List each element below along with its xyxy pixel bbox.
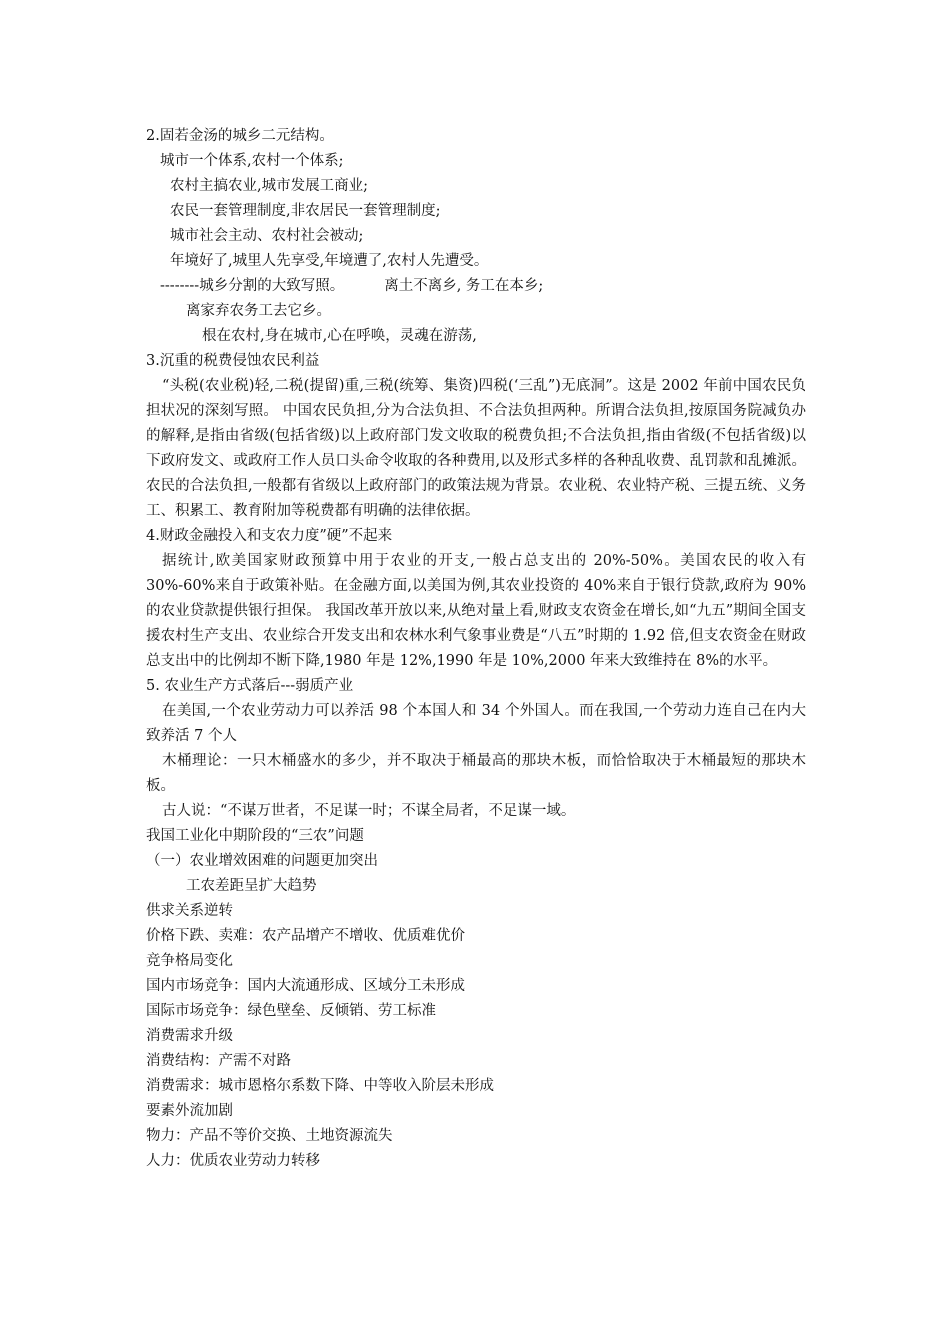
text-line: 离家弃农务工去它乡。 [186,303,331,319]
list-item: 消费结构：产需不对路 [146,1053,291,1069]
list-item: 物力：产品不等价交换、土地资源流失 [146,1128,393,1144]
text-line: 年境好了,城里人先享受,年境遭了,农村人先遭受。 [170,253,489,269]
document-page [146,124,806,1174]
section-3-heading: 3.沉重的税费侵蚀农民利益 [146,353,320,369]
list-item: 国内市场竞争：国内大流通形成、区域分工未形成 [146,978,465,994]
list-item: 价格下跌、卖难：农产品增产不增收、优质难优价 [146,928,465,944]
list-item: 消费需求升级 [146,1028,233,1044]
list-item: 竞争格局变化 [146,953,233,969]
text-line: 城市社会主动、农村社会被动; [170,228,364,244]
section-5-paragraph: 木桶理论：一只木桶盛水的多少，并不取决于桶最高的那块木板，而恰恰取决于木桶最短的那块木板。 [146,753,806,794]
subheading: 工农差距呈扩大趋势 [186,878,317,894]
section-4-paragraph: 据统计,欧美国家财政预算中用于农业的开支,一般占总支出的 20%-50%。美国农民的收入有 30%-60%来自于政策补贴。在金融方面,以美国为例,其农业投资的 40%来自于银行贷款,政府为 90%的农业贷款提供银行担保。 我国改革开放以来,从绝对量上看,财政支农资金在增长,如“九五”期间全国支援农村生产支出、农业综合开发支出和农林水利气象事业费是“八五”时期的 1.92 倍,但支农资金在财政总支出中的比例却不断下降,1980 年是 12%,1990 年是 10%,2000 年来大致维持在 8%的水平。 [146,553,806,669]
section-4-heading: 4.财政金融投入和支农力度”硬”不起来 [146,528,393,544]
text-line: 农村主搞农业,城市发展工商业; [170,178,368,194]
list-item: 供求关系逆转 [146,903,233,919]
section-6-heading: 我国工业化中期阶段的“三农”问题 [146,828,364,844]
list-item: 要素外流加剧 [146,1103,233,1119]
summary-text-b: 离土不离乡, 务工在本乡; [384,278,544,294]
section-5-heading: 5. 农业生产方式落后---弱质产业 [146,678,354,694]
list-item: 消费需求：城市恩格尔系数下降、中等收入阶层未形成 [146,1078,494,1094]
list-item: 人力：优质农业劳动力转移 [146,1153,320,1169]
text-line [146,274,806,299]
text-line: 城市一个体系,农村一个体系; [160,153,344,169]
text-line: 农民一套管理制度,非农居民一套管理制度; [170,203,441,219]
text-line: 根在农村,身在城市,心在呼唤，灵魂在游荡, [202,328,477,344]
list-item: 国际市场竞争：绿色壁垒、反倾销、劳工标准 [146,1003,436,1019]
subheading: （一）农业增效困难的问题更加突出 [146,853,378,869]
section-5-paragraph: 在美国,一个农业劳动力可以养活 98 个本国人和 34 个外国人。而在我国,一个劳动力连自己在内大致养活 7 个人 [146,703,806,744]
section-3-paragraph: “头税(农业税)轻,二税(提留)重,三税(统筹、集资)四税(‘三乱”)无底洞”。这是 2002 年前中国农民负 担状况的深刻写照。 中国农民负担,分为合法负担、不合法负担两种。所谓合法负担,按原国务院减负办的解释,是指由省级(包括省级)以上政府部门发文收取的税费负担;不合法负担,指由省级(不包括省级)以下政府发文、或政府工作人员口头命令收取的各种费用,以及形式多样的各种乱收费、乱罚款和乱摊派。农民的合法负担,一般都有省级以上政府部门的政策法规为背景。农业税、农业特产税、三提五统、义务工、积累工、教育附加等税费都有明确的法律依据。 [146,378,806,519]
section-2-heading: 2.固若金汤的城乡二元结构。 [146,128,334,144]
section-5-paragraph: 古人说：“不谋万世者，不足谋一时；不谋全局者，不足谋一域。 [162,803,576,819]
summary-text: --------城乡分割的大致写照。 [160,278,345,294]
